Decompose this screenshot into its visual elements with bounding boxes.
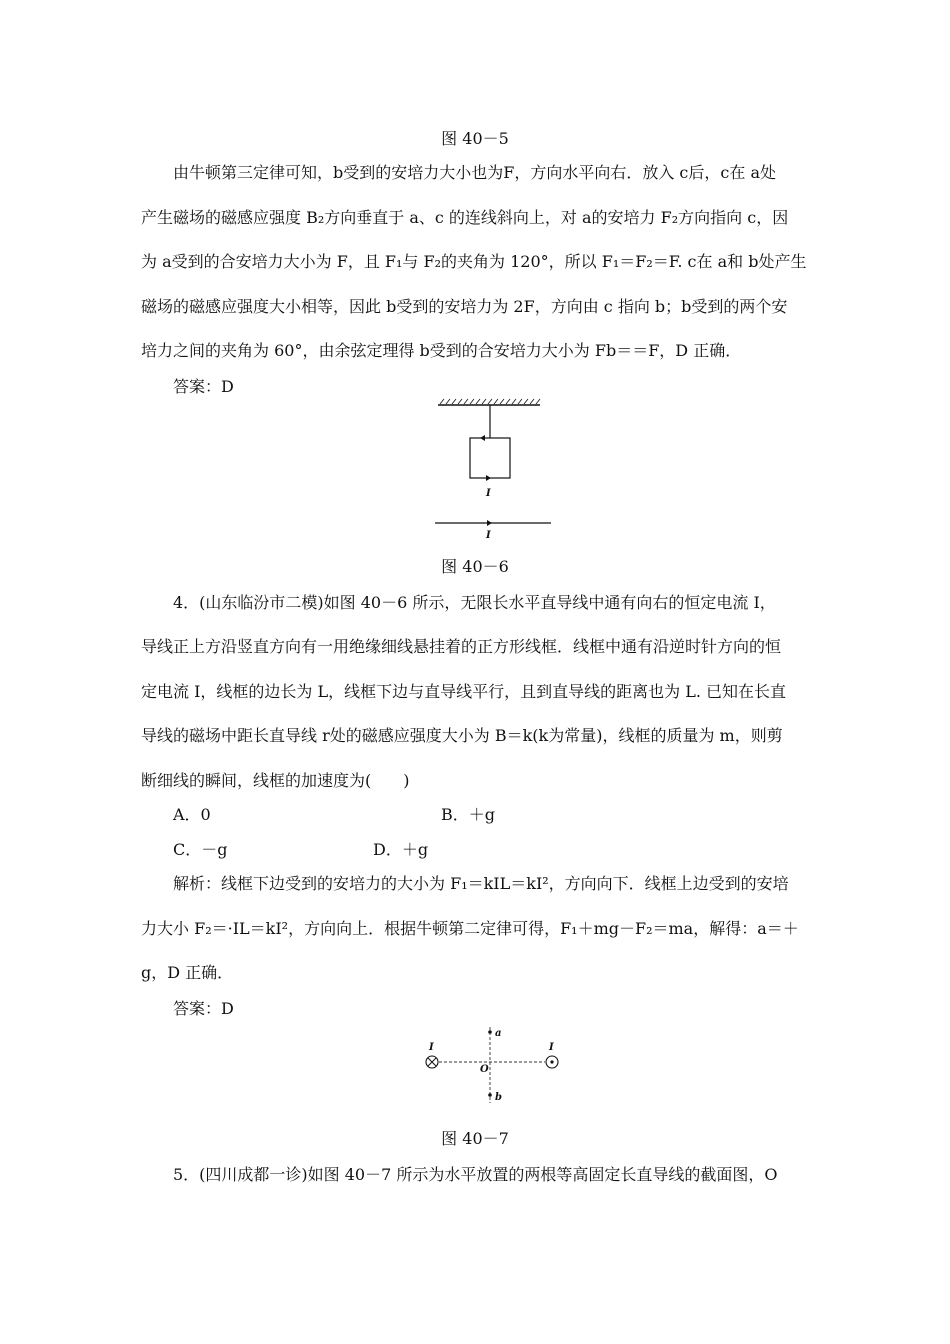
right-current-label: I: [549, 1042, 554, 1053]
question-line: 4．(山东临汾市二模)如图 40－6 所示，无限长水平直导线中通有向右的恒定电流 I，: [173, 593, 776, 612]
answer-text: 答案：D: [173, 999, 234, 1018]
solution-line: g，D 正确．: [141, 963, 234, 982]
question-line: 导线的磁场中距长直导线 r处的磁感应强度大小为 B＝k(k为常量)，线框的质量为 m，则剪: [141, 726, 783, 745]
paragraph-line: 为 a受到的合安培力大小为 F，且 F₁与 F₂的夹角为 120°，所以 F₁＝F₂＝F. c在 a和 b处产生: [141, 252, 807, 271]
question-line: 导线正上方沿竖直方向有一用绝缘细线悬挂着的正方形线框．线框中通有沿逆时针方向的恒: [141, 637, 782, 656]
wire-current-label: I: [486, 530, 491, 541]
answer-text: 答案：D: [173, 377, 234, 396]
option-d: D．＋g: [373, 840, 429, 859]
option-a: A．0: [173, 805, 211, 824]
loop-current-label: I: [486, 488, 491, 499]
option-b: B．＋g: [441, 805, 496, 824]
solution-line: 解析：线框下边受到的安培力的大小为 F₁＝kIL＝kI²，方向向下．线框上边受到的安培: [173, 874, 789, 893]
figure-caption-40-6: 图 40－6: [441, 557, 509, 576]
question-line: 定电流 I，线框的边长为 L，线框下边与直导线平行，且到直导线的距离也为 L. 已知在长直: [141, 682, 787, 701]
paragraph-line: 磁场的磁感应强度大小相等，因此 b受到的安培力为 2F，方向由 c 指向 b；b受到的两个安: [141, 297, 788, 316]
left-current-label: I: [429, 1042, 434, 1053]
question-line: 5．(四川成都一诊)如图 40－7 所示为水平放置的两根等高固定长直导线的截面图，O: [173, 1165, 778, 1184]
paragraph-line: 培力之间的夹角为 60°，由余弦定理得 b受到的合安培力大小为 Fb＝＝F，D 正确．: [141, 341, 742, 360]
point-a-label: a: [495, 1028, 502, 1039]
question-line: 断细线的瞬间，线框的加速度为( ): [141, 771, 410, 790]
solution-line: 力大小 F₂＝·IL＝kI²，方向向上．根据牛顿第二定律可得，F₁＋mg－F₂＝ma，解得：a＝＋: [141, 919, 799, 938]
figure-40-6-diagram: [420, 395, 570, 545]
option-c: C．－g: [173, 840, 228, 859]
point-o-label: O: [480, 1064, 489, 1075]
figure-caption-40-7: 图 40－7: [441, 1129, 509, 1148]
paragraph-line: 由牛顿第三定律可知，b受到的安培力大小也为F，方向水平向右．放入 c后，c在 a处: [173, 163, 776, 182]
paragraph-line: 产生磁场的磁感应强度 B₂方向垂直于 a、c 的连线斜向上，对 a的安培力 F₂方向指向 c，因: [141, 208, 789, 227]
figure-40-7-diagram: [415, 1015, 575, 1110]
figure-caption-40-5: 图 40－5: [441, 129, 509, 148]
point-b-label: b: [495, 1092, 502, 1103]
